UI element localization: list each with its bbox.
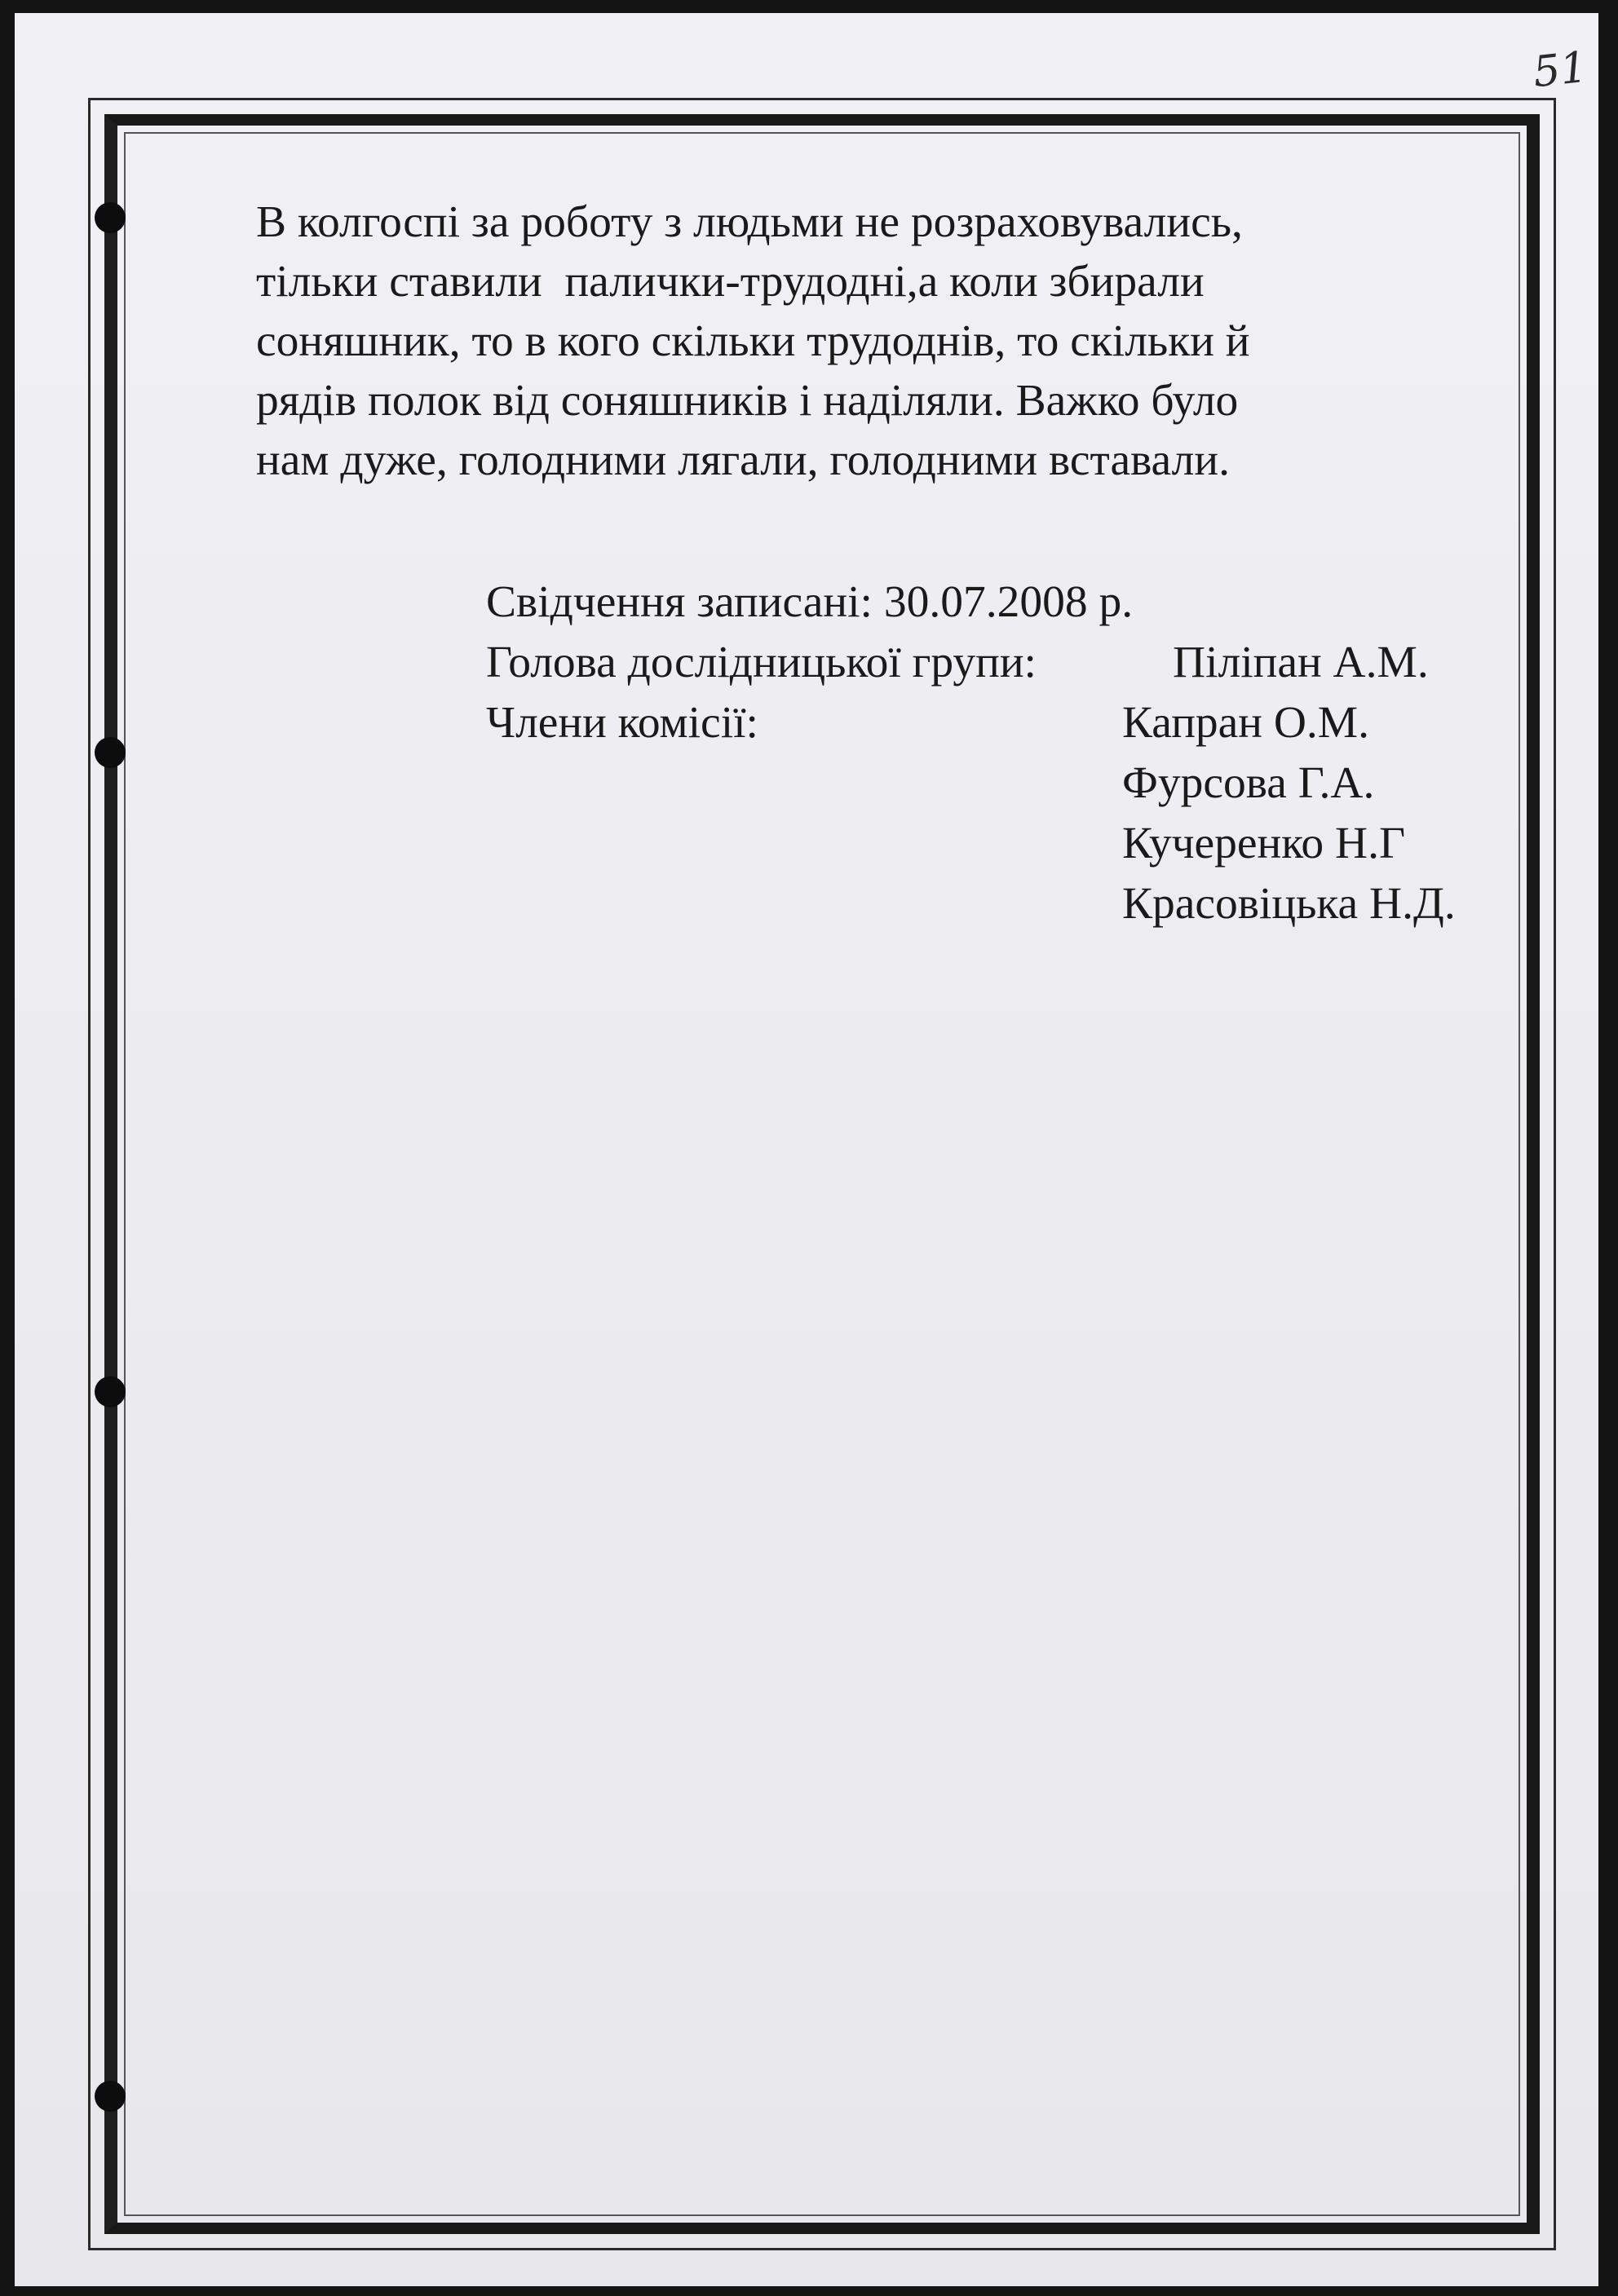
recorded-row: [486, 572, 1134, 633]
punch-hole-icon: [95, 737, 126, 768]
members-row: [486, 753, 1375, 814]
punch-hole-icon: [95, 1376, 126, 1407]
testimony-paragraph: [256, 192, 1496, 490]
paragraph-line: В колгоспі за роботу з людьми не розраховувались,: [256, 197, 1243, 247]
members-row: [486, 874, 1456, 934]
recorded-date: Свідчення записані: 30.07.2008 р.: [486, 577, 1134, 627]
member-name: Фурсова Г.А.: [1122, 758, 1375, 808]
paragraph-line: тільки ставили палички-трудодні,а коли збирали: [256, 257, 1205, 307]
handwritten-page-number: 51: [1531, 42, 1590, 98]
punch-hole-icon: [95, 202, 126, 233]
member-name: Кучеренко Н.Г: [1122, 819, 1406, 868]
members-row: [486, 693, 1370, 753]
punch-hole-icon: [95, 2081, 126, 2112]
paragraph-line: соняшник, то в кого скільки трудоднів, то скільки й: [256, 316, 1250, 366]
document-page: [15, 13, 1598, 2286]
head-row: [486, 633, 1429, 693]
head-label: Голова дослідницької групи:: [486, 638, 1037, 687]
member-name: Капран О.М.: [1122, 698, 1370, 748]
paragraph-line: рядів полок від соняшників і наділяли. Важко було: [256, 376, 1239, 426]
credits-block: [486, 572, 1456, 934]
head-name: Піліпан А.М.: [1173, 638, 1429, 687]
members-label: Члени комісії:: [486, 698, 758, 748]
members-row: [486, 814, 1406, 874]
member-name: Красовіцька Н.Д.: [1122, 879, 1456, 929]
paragraph-line: нам дуже, голодними лягали, голодними вставали.: [256, 435, 1230, 485]
